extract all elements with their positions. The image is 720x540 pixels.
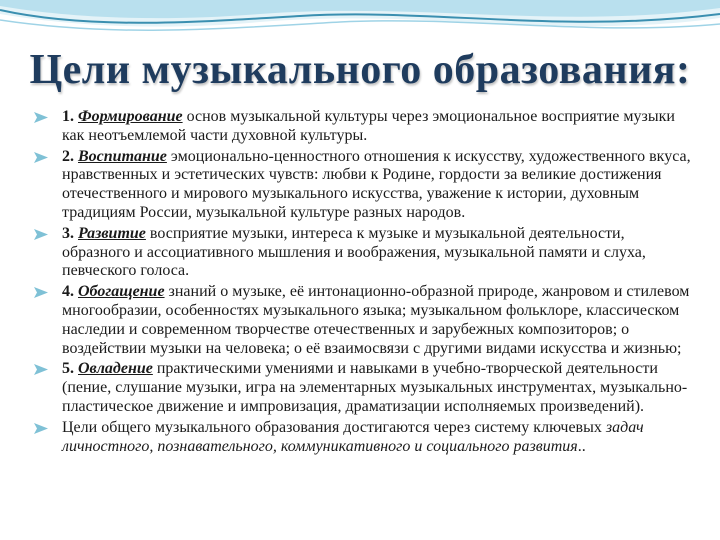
item-text: практическими умениями и навыками в учебно-творческой деятельности (пение, слушание музыки, игра на элементарных музыкальных инструментах, музыкально-пластическое движение и импровизация, драматизации исполняемых произведений). [62, 360, 688, 415]
item-term: Обогащение [78, 283, 165, 301]
item-text: эмоционально-ценностного отношения к искусству, художественного вкуса, нравственных и эстетических чувств: любви к Родине, гордости за великие достижения отечественного и мирового музыкального искусства, уважение к истории, духовным традициям России, музыкальной культуре разных народов. [62, 147, 691, 221]
leaf-bullet-icon [34, 287, 48, 298]
final-end: .. [577, 437, 586, 455]
list-item [30, 148, 694, 223]
leaf-bullet-icon [34, 112, 48, 123]
list-item [30, 225, 694, 281]
item-number: 2. [62, 147, 74, 165]
list-item [30, 108, 694, 146]
final-emphasis: задач личностного, познавательного, коммуникативного и социального развития [62, 418, 644, 455]
leaf-bullet-icon [34, 229, 48, 240]
item-number: 1. [62, 108, 74, 125]
item-term: Формирование [78, 108, 183, 125]
list-item [30, 283, 694, 358]
item-text: знаний о музыке, её интонационно-образной природе, жанровом и стилевом многообразии, особенностях музыкального языка; музыкальном фольклоре, классическом наследии и современном творчестве отечественных и зарубежных композиторов; о воздействии музыки на человека; о её взаимосвязи с другими видами искусства и жизнью; [62, 283, 690, 357]
leaf-bullet-icon [34, 423, 48, 434]
list-item [30, 419, 694, 457]
item-text: основ музыкальной культуры через эмоциональное восприятие музыки как неотъемлемой части духовной культуры. [62, 108, 675, 144]
goals-list [30, 108, 694, 458]
item-number: 5. [62, 360, 74, 378]
final-text: Цели общего музыкального образования достигаются через систему ключевых [62, 418, 606, 436]
item-term: Овладение [78, 360, 153, 378]
list-item [30, 360, 694, 416]
item-term: Воспитание [78, 147, 167, 165]
slide-title: Цели музыкального образования: [29, 47, 691, 93]
leaf-bullet-icon [34, 152, 48, 163]
item-number: 3. [62, 224, 74, 242]
item-term: Развитие [78, 224, 146, 242]
item-text: восприятие музыки, интереса к музыке и музыкальной деятельности, образного и ассоциативного мышления и воображения, музыкальной памяти и слуха, певческого голоса. [62, 224, 646, 280]
leaf-bullet-icon [34, 364, 48, 375]
item-number: 4. [62, 283, 74, 301]
